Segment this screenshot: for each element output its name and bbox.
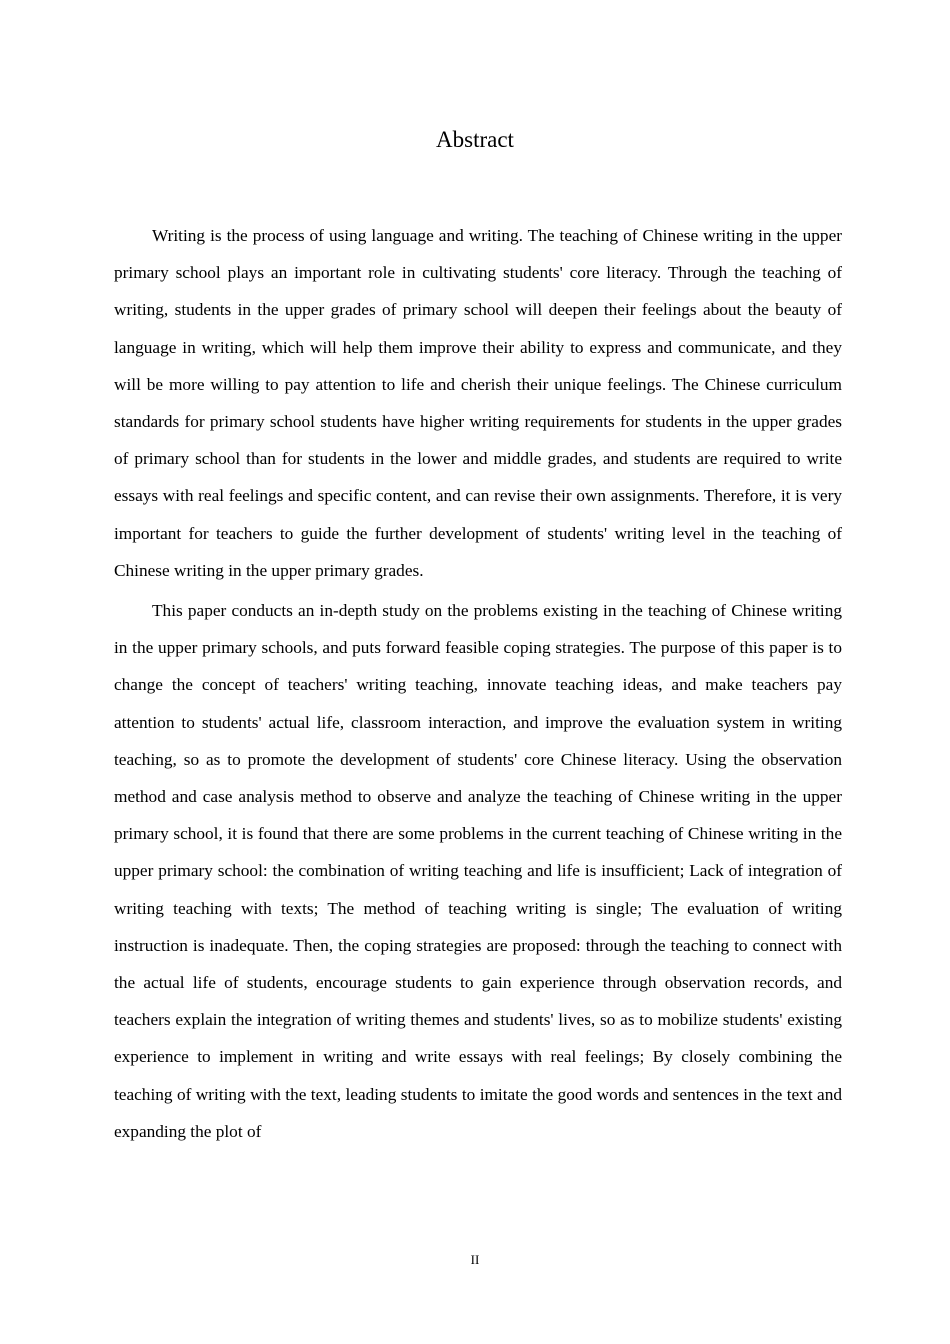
paragraph: Writing is the process of using language and writing. The teaching of Chinese writing in the upper primary school plays an important role in cultivating students' core literacy. Through the teaching of writing, students in the upper grades of primary school will deepen their feelings about the beauty of language in writing, which will help them improve their ability to express and communicate, and they will be more willing to pay attention to life and cherish their unique feelings. The Chinese curriculum standards for primary school students have higher writing requirements for students in the upper grades of primary school than for students in the lower and middle grades, and students are required to write essays with real feelings and specific content, and can revise their own assignments. Therefore, it is very important for teachers to guide the further development of students' writing level in the teaching of Chinese writing in the upper primary grades. [114,226,842,580]
abstract-body [114,217,842,1153]
paragraph: This paper conducts an in-depth study on the problems existing in the teaching of Chinese writing in the upper primary schools, and puts forward feasible coping strategies. The purpose of this paper is to change the concept of teachers' writing teaching, innovate teaching ideas, and make teachers pay attention to students' actual life, classroom interaction, and improve the evaluation system in writing teaching, so as to promote the development of students' core Chinese literacy. Using the observation method and case analysis method to observe and analyze the teaching of Chinese writing in the upper primary school, it is found that there are some problems in the current teaching of Chinese writing in the upper primary school: the combination of writing teaching and life is insufficient; Lack of integration of writing teaching with texts; The method of teaching writing is single; The evaluation of writing instruction is inadequate. Then, the coping strategies are proposed: through the teaching to connect with the actual life of students, encourage students to gain experience through observation records, and teachers explain the integration of writing themes and students' lives, so as to mobilize students' existing experience to implement in writing and write essays with real feelings; By closely combining the teaching of writing with the text, leading students to imitate the good words and sentences in the text and expanding the plot of [114,601,842,1141]
page-number: II [470,1252,480,1267]
page-title: Abstract [436,127,514,152]
